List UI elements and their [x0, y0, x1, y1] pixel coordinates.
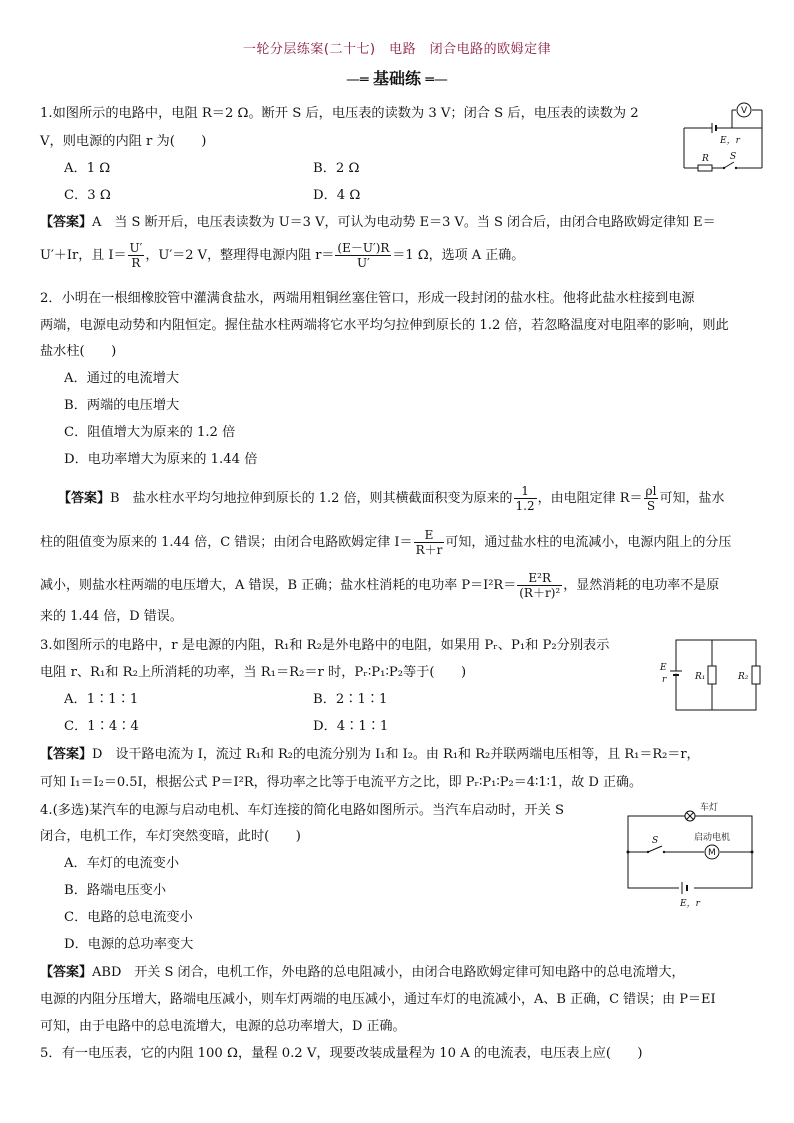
fraction: $\frac{\text{E²R}}{\text{(R＋r)²}}$ — [519, 571, 561, 600]
q3-answer-line1: 【答案】D 设干路电流为 I，流过 R₁和 R₂的电流分别为 I₁和 I₂。由 R₁和 R₂并联两端电压相等，且 R₁＝R₂＝r， — [40, 747, 700, 762]
q1-circuit-diagram — [674, 98, 774, 178]
q3-option-a: A．1∶1∶1 — [64, 692, 139, 707]
q1-option-b: B．2 Ω — [313, 161, 360, 176]
q3-option-d: D．4∶1∶1 — [313, 719, 389, 734]
q2-answer-line3: 减小，则盐水柱两端的电压增大，A 错误，B 正确；盐水柱消耗的电功率 P＝I²R＝ $\frac{\text{E²R}}{\text{(R＋r)²}}$ ，显然消耗的电功率不是原 — [40, 571, 720, 600]
q1-stem-line1: 1.如图所示的电路中，电阻 R＝2 Ω。断开 S 后，电压表的读数为 3 V；闭合 S 后，电压表的读数为 2 — [40, 106, 639, 121]
q3-answer-line2: 可知 I₁＝I₂＝0.5I，根据公式 P＝I²R，得功率之比等于电流平方之比，即 Pᵣ∶P₁∶P₂＝4∶1∶1，故 D 正确。 — [40, 775, 642, 790]
motor-symbol: M — [708, 848, 716, 858]
q3-circuit-diagram — [660, 634, 768, 716]
q4-stem-line2: 闭合，电机工作，车灯突然变暗，此时( ) — [40, 829, 301, 844]
q2-option-d: D．电功率增大为原来的 1.44 倍 — [64, 452, 258, 467]
q1-answer-line1: 【答案】A 当 S 断开后，电压表读数为 U＝3 V，可认为电动势 E＝3 V。当 S 闭合后，由闭合电路欧姆定律知 E＝ — [40, 215, 716, 230]
section-heading: —═ 基础练 ═— — [346, 69, 448, 88]
q3-stem-line2: 电阻 r、R₁和 R₂上所消耗的功率，当 R₁＝R₂＝r 时，Pᵣ∶P₁∶P₂等于( ) — [40, 665, 467, 680]
r2-label: R₂ — [738, 672, 749, 682]
q4-answer-line1: 【答案】ABD 开关 S 闭合，电机工作，外电路的总电阻减小，由闭合电路欧姆定律可知电路中的总电流增大， — [40, 965, 685, 980]
q4-answer-line2: 电源的内阻分压增大，路端电压减小，则车灯两端的电压减小，通过车灯的电流减小，A、B 正确，C 错误；由 P＝EI — [40, 992, 716, 1007]
fraction: $\frac{U'}{R}$ — [129, 241, 143, 270]
emf-label: E，r — [680, 899, 700, 909]
q3-option-b: B．2∶1∶1 — [313, 692, 388, 707]
q2-option-c: C．阻值增大为原来的 1.2 倍 — [64, 425, 236, 440]
q1-option-c: C．3 Ω — [64, 188, 111, 203]
q4-stem-line1: 4.(多选)某汽车的电源与启动电机、车灯连接的简化电路如图所示。当汽车启动时，开关 S — [40, 803, 565, 818]
q3-stem-line1: 3.如图所示的电路中，r 是电源的内阻，R₁和 R₂是外电路中的电阻，如果用 Pᵣ、P₁和 P₂分别表示 — [40, 638, 610, 653]
switch-label: S — [652, 836, 659, 846]
q1-answer-line2: U′＋Ir，且 I＝ $\frac{U'}{R}$ ，U′＝2 V，整理得电源内阻 r＝ $\frac{(E-U')R}{U'}$ ＝1 Ω，选项 A 正确。 — [40, 241, 525, 270]
q5-stem-line1: 5．有一电压表，它的内阻 100 Ω，量程 0.2 V，现要改装成量程为 10 A 的电流表，电压表上应( ) — [40, 1046, 643, 1061]
q4-option-c: C．电路的总电流变小 — [64, 910, 193, 925]
switch-label: S — [730, 152, 737, 162]
q4-option-a: A．车灯的电流变小 — [64, 856, 180, 871]
q4-answer-line3: 可知，由于电路中的总电流增大，电源的总功率增大，D 正确。 — [40, 1019, 406, 1034]
q2-stem-line2: 两端，电源电动势和内阻恒定。握住盐水柱两端将它水平均匀拉伸到原长的 1.2 倍，若忽略温度对电阻率的影响，则此 — [40, 318, 729, 333]
q4-option-b: B．路端电压变小 — [64, 883, 167, 898]
q2-answer-line2: 柱的阻值变为原来的 1.44 倍，C 错误；由闭合电路欧姆定律 I＝ $\frac{E}{R+r}$ 可知，通过盐水柱的电流减小，电源内阻上的分压 — [40, 528, 732, 557]
q2-option-a: A．通过的电流增大 — [64, 371, 180, 386]
fraction: $\frac{(E-U')R}{U'}$ — [337, 241, 390, 270]
page-title: 一轮分层练案(二十七) 电路 闭合电路的欧姆定律 — [242, 42, 552, 57]
section-label: 基础练 — [372, 69, 421, 88]
lamp-label: 车灯 — [700, 803, 719, 813]
q1-option-a: A．1 Ω — [64, 161, 111, 176]
q1-option-d: D．4 Ω — [313, 188, 361, 203]
emf-label: E，r — [720, 136, 740, 146]
fraction: $\frac{1}{1.2}$ — [515, 484, 535, 513]
resistor-label: R — [702, 154, 709, 164]
q2-answer-line1: 【答案】B 盐水柱水平均匀地拉伸到原长的 1.2 倍，则其横截面积变为原来的 $\frac{1}{1.2}$ ，由电阻定律 R＝ $\frac{\rho l}{S}$ 可知，盐水 — [58, 484, 725, 513]
motor-label: 启动电机 — [694, 833, 731, 843]
answer-tag: 【答案】 — [40, 215, 93, 230]
r1-label: R₁ — [695, 672, 706, 682]
fraction: $\frac{E}{R+r}$ — [415, 528, 443, 557]
q4-circuit-diagram — [624, 800, 764, 912]
voltmeter-label: V — [741, 106, 748, 116]
fraction: $\frac{\rho l}{S}$ — [645, 484, 657, 513]
q2-option-b: B．两端的电压增大 — [64, 398, 180, 413]
q4-option-d: D．电源的总功率变大 — [64, 937, 194, 952]
q2-stem-line3: 盐水柱( ) — [40, 344, 117, 359]
q3-option-c: C．1∶4∶4 — [64, 719, 139, 734]
internal-resistance-label: r — [662, 675, 667, 685]
q2-stem-line1: 2．小明在一根细橡胶管中灌满食盐水，两端用粗铜丝塞住管口，形成一段封闭的盐水柱。他将此盐水柱接到电源 — [40, 291, 695, 306]
q2-answer-line4: 来的 1.44 倍，D 错误。 — [40, 609, 183, 624]
emf-label: E — [660, 663, 667, 673]
q1-stem-line2: V，则电源的内阻 r 为( ) — [40, 134, 207, 149]
